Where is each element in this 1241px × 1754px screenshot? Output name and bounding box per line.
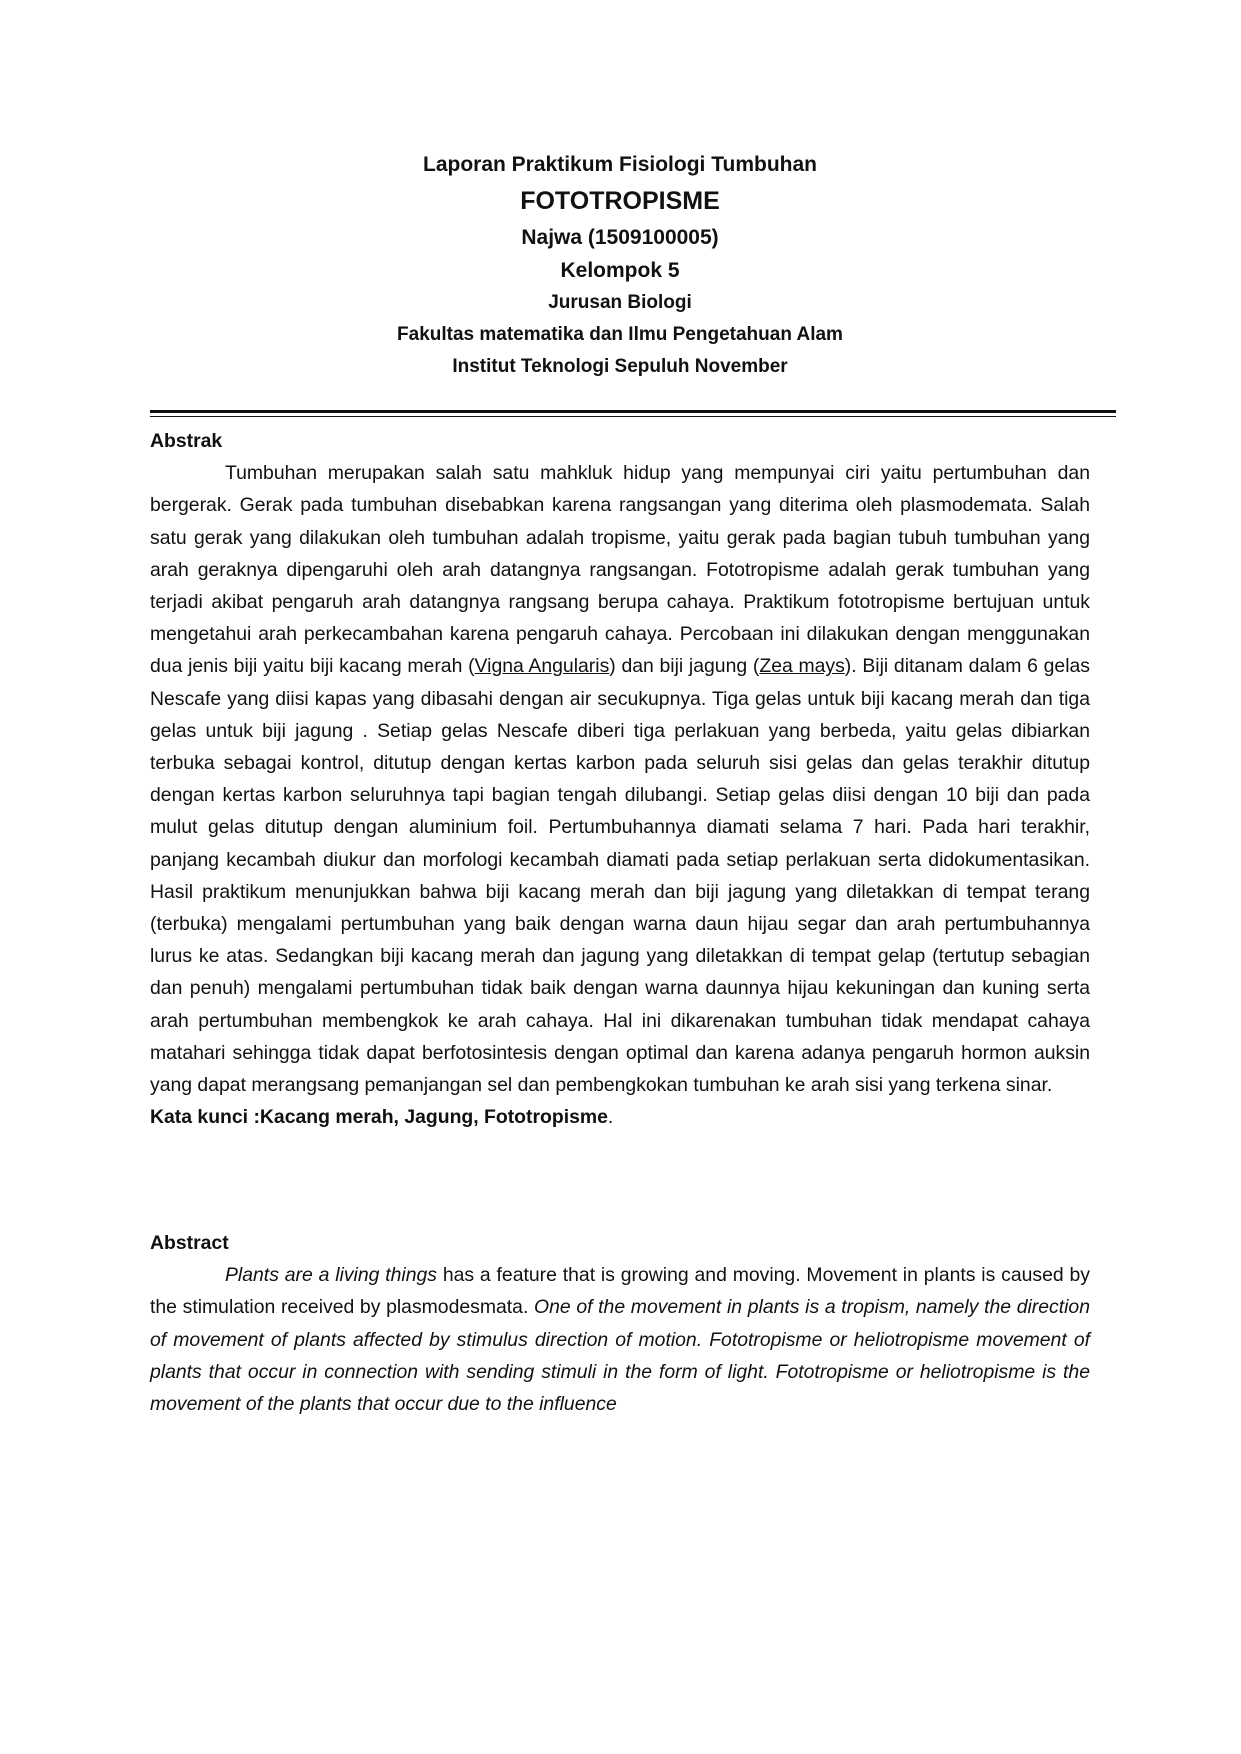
divider-thick-line xyxy=(150,410,1116,413)
header-divider xyxy=(150,410,1116,417)
abstract-section xyxy=(150,1227,1090,1420)
abstract-paragraph xyxy=(150,1259,1090,1420)
abstrak-text-part-3: ). Biji ditanam dalam 6 gelas Nescafe yang diisi kapas yang dibasahi dengan air secukupnya. Tiga gelas untuk biji kacang merah dan tiga gelas untuk biji jagung . Setiap gelas Nescafe diberi tiga perlakuan yang berbeda, yaitu gelas dibiarkan terbuka sebagai kontrol, ditutup dengan kertas karbon pada seluruh sisi gelas dan gelas terakhir ditutup dengan kertas karbon seluruhnya tapi bagian tengah dilubangi. Setiap gelas diisi dengan 10 biji dan pada mulut gelas ditutup dengan aluminium foil. Pertumbuhannya diamati selama 7 hari. Pada hari terakhir, panjang kecambah diukur dan morfologi kecambah diamati pada setiap perlakuan serta didokumentasikan. Hasil praktikum menunjukkan bahwa biji kacang merah dan biji jagung yang diletakkan di tempat terang (terbuka) mengalami pertumbuhan yang baik dengan warna daun hijau segar dan arah pertumbuhannya lurus ke atas. Sedangkan biji kacang merah dan jagung yang diletakkan di tempat gelap (tertutup sebagian dan penuh) mengalami pertumbuhan tidak baik dengan warna daunnya hijau kekuningan dan kuning serta arah pertumbuhan membengkok ke arah cahaya. Hal ini dikarenakan tumbuhan tidak mendapat cahaya matahari sehingga tidak dapat berfotosintesis dengan optimal dan karena adanya pengaruh hormon auksin yang dapat merangsang pemanjangan sel dan pembengkokan tumbuhan ke arah sisi yang terkena sinar. xyxy=(150,655,1090,1097)
report-title: FOTOTROPISME xyxy=(520,187,720,215)
course-title: Laporan Praktikum Fisiologi Tumbuhan xyxy=(423,153,817,176)
abstract-regular-part-1: has a feature that is growing and moving. Movement in plants is caused by the stimulation received by plasmodesmata. xyxy=(150,1264,1090,1319)
institute-line: Institut Teknologi Sepuluh November xyxy=(452,356,788,377)
abstrak-text-part-1: Tumbuhan merupakan salah satu mahkluk hidup yang mempunyai ciri yaitu pertumbuhan dan bergerak. Gerak pada tumbuhan disebabkan karena rangsangan yang diterima oleh plasmodemata. Salah satu gerak yang dilakukan oleh tumbuhan adalah tropisme, yaitu gerak pada bagian tubuh tumbuhan yang arah geraknya dipengaruhi oleh arah datangnya rangsangan. Fototropisme adalah gerak tumbuhan yang terjadi akibat pengaruh arah datangnya rangsang berupa cahaya. Praktikum fototropisme bertujuan untuk mengetahui arah perkecambahan karena pengaruh cahaya. Percobaan ini dilakukan dengan menggunakan dua jenis biji yaitu biji kacang merah ( xyxy=(150,462,1090,678)
title-block xyxy=(150,148,1090,383)
abstract-heading: Abstract xyxy=(150,1232,229,1254)
abstrak-text-part-2: ) dan biji jagung ( xyxy=(609,655,760,678)
abstrak-heading: Abstrak xyxy=(150,430,223,452)
abstract-italic-part-1: Plants are a living things xyxy=(225,1264,437,1287)
group-line: Kelompok 5 xyxy=(560,259,680,282)
faculty-line: Fakultas matematika dan Ilmu Pengetahuan Alam xyxy=(397,324,843,345)
abstrak-section xyxy=(150,425,1090,1133)
keywords-label: Kata kunci : xyxy=(150,1106,260,1129)
keywords-list: Kacang merah, Jagung, Fototropisme xyxy=(259,1106,608,1129)
divider-thin-line xyxy=(150,416,1116,417)
abstrak-paragraph xyxy=(150,457,1090,1101)
keywords-end: . xyxy=(607,1106,614,1129)
department-line: Jurusan Biologi xyxy=(548,292,692,313)
species-vigna-angularis: Vigna Angularis xyxy=(474,655,610,678)
author-line: Najwa (1509100005) xyxy=(521,226,719,249)
keywords-line xyxy=(150,1101,1090,1133)
species-zea-mays: Zea mays xyxy=(759,655,845,678)
abstract-italic-part-2: One of the movement in plants is a tropism, namely the direction of movement of plants affected by stimulus direction of motion. Fototropisme or heliotropisme movement of plants that occur in connection with sending stimuli in the form of light. Fototropisme or heliotropisme is the movement of the plants that occur due to the influence xyxy=(150,1296,1090,1416)
